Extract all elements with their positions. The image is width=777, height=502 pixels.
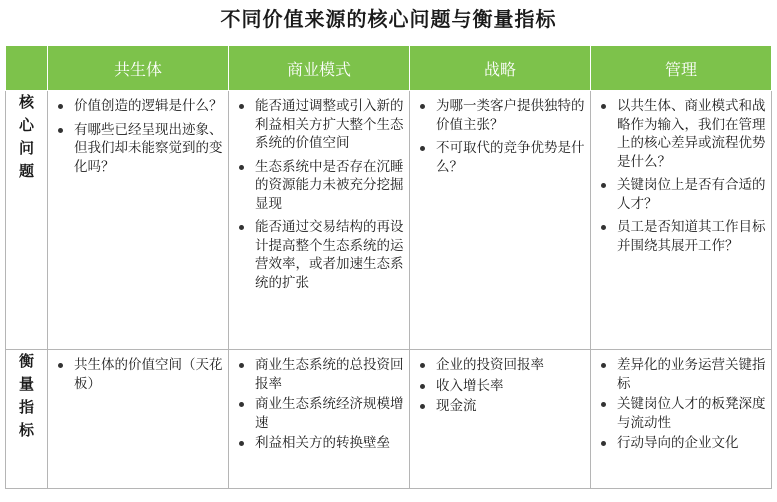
row-header-metrics	[6, 350, 48, 489]
table-cell	[229, 91, 410, 350]
bullet-icon	[601, 441, 606, 446]
row-header-label: 衡量指标	[18, 352, 34, 439]
list-item	[54, 97, 224, 116]
list-item	[235, 158, 405, 214]
bullet-icon	[239, 165, 244, 170]
bullet-icon	[420, 404, 425, 409]
list-item-text: 价值创造的逻辑是什么？	[74, 98, 223, 114]
list-item	[416, 397, 586, 416]
bullet-list	[229, 91, 409, 301]
list-item-text: 能否通过交易结构的再设计提高整个生态系统的运营效率，或者加速生态系统的扩张	[255, 219, 404, 291]
table-cell	[591, 91, 772, 350]
list-item-text: 行动导向的企业文化	[617, 435, 739, 451]
bullet-icon	[601, 104, 606, 109]
bullet-icon	[601, 363, 606, 368]
comparison-table	[5, 45, 772, 489]
table-cell	[48, 91, 229, 350]
bullet-icon	[58, 104, 63, 109]
list-item-text: 关键岗位上是否有合适的人才？	[617, 177, 766, 212]
bullet-icon	[239, 104, 244, 109]
list-item	[54, 121, 224, 177]
list-item-text: 有哪些已经呈现出迹象、但我们却未能察觉到的变化吗？	[74, 121, 223, 175]
list-item-text: 企业的投资回报率	[436, 357, 544, 373]
bullet-icon	[601, 183, 606, 188]
bullet-icon	[420, 363, 425, 368]
row-header-label: 核心问题	[18, 93, 34, 180]
column-header-business-model: 商业模式	[229, 46, 410, 91]
list-item-text: 员工是否知道其工作目标并围绕其展开工作？	[617, 219, 766, 254]
table-cell	[410, 91, 591, 350]
bullet-icon	[601, 402, 606, 407]
table-cell	[229, 350, 410, 489]
list-item-text: 生态系统中是否存在沉睡的资源能力未被充分挖掘显现	[255, 158, 404, 212]
column-header-symbiosis: 共生体	[48, 46, 229, 91]
list-item-text: 利益相关方的转换壁垒	[255, 435, 390, 451]
table-cell	[410, 350, 591, 489]
table-cell	[591, 350, 772, 489]
list-item	[597, 356, 767, 393]
list-item	[597, 176, 767, 213]
list-item	[416, 139, 586, 176]
list-item	[597, 395, 767, 432]
bullet-icon	[239, 225, 244, 230]
bullet-list	[591, 91, 771, 264]
bullet-list	[229, 350, 409, 459]
list-item-text: 差异化的业务运营关键指标	[617, 357, 766, 392]
table-cell	[48, 350, 229, 489]
list-item-text: 关键岗位人才的板凳深度与流动性	[617, 396, 766, 431]
bullet-list	[591, 350, 771, 459]
bullet-icon	[239, 402, 244, 407]
column-header-strategy: 战略	[410, 46, 591, 91]
list-item-text: 收入增长率	[436, 377, 504, 394]
list-item	[597, 97, 767, 171]
list-item	[235, 356, 405, 393]
table-row-metrics	[6, 350, 772, 489]
bullet-icon	[420, 384, 425, 389]
list-item	[54, 356, 224, 393]
list-item	[235, 218, 405, 292]
list-item	[416, 97, 586, 134]
bullet-icon	[601, 225, 606, 230]
list-item-text: 为哪一类客户提供独特的价值主张？	[436, 98, 585, 133]
list-item-text: 商业生态系统的总投资回报率	[255, 357, 404, 392]
bullet-icon	[58, 363, 63, 368]
list-item-text: 共生体的价值空间（天花板）	[74, 357, 223, 392]
list-item	[235, 97, 405, 153]
bullet-list	[48, 350, 228, 399]
list-item-text: 商业生态系统经济规模增速	[255, 396, 404, 431]
bullet-icon	[239, 363, 244, 368]
list-item	[597, 218, 767, 255]
list-item	[597, 434, 767, 453]
bullet-list	[48, 91, 228, 185]
row-header-core-questions	[6, 91, 48, 350]
bullet-icon	[420, 104, 425, 109]
table-row-core-questions	[6, 91, 772, 350]
bullet-list	[410, 350, 590, 422]
list-item	[416, 377, 586, 396]
list-item	[416, 356, 586, 375]
list-item-text: 以共生体、商业模式和战略作为输入，我们在管理上的核心差异或流程优势是什么？	[617, 98, 766, 170]
list-item-text: 现金流	[436, 398, 477, 414]
bullet-icon	[58, 128, 63, 133]
bullet-icon	[239, 441, 244, 446]
list-item-text: 能否通过调整或引入新的利益相关方扩大整个生态系统的价值空间	[255, 98, 404, 151]
bullet-list	[410, 91, 590, 185]
list-item-text: 不可取代的竞争优势是什么？	[436, 140, 585, 175]
list-item	[235, 395, 405, 432]
header-corner	[6, 46, 48, 91]
header-row	[6, 46, 772, 91]
column-header-management: 管理	[591, 46, 772, 91]
page-title: 不同价值来源的核心问题与衡量指标	[220, 7, 557, 31]
list-item	[235, 434, 405, 453]
bullet-icon	[420, 146, 425, 151]
